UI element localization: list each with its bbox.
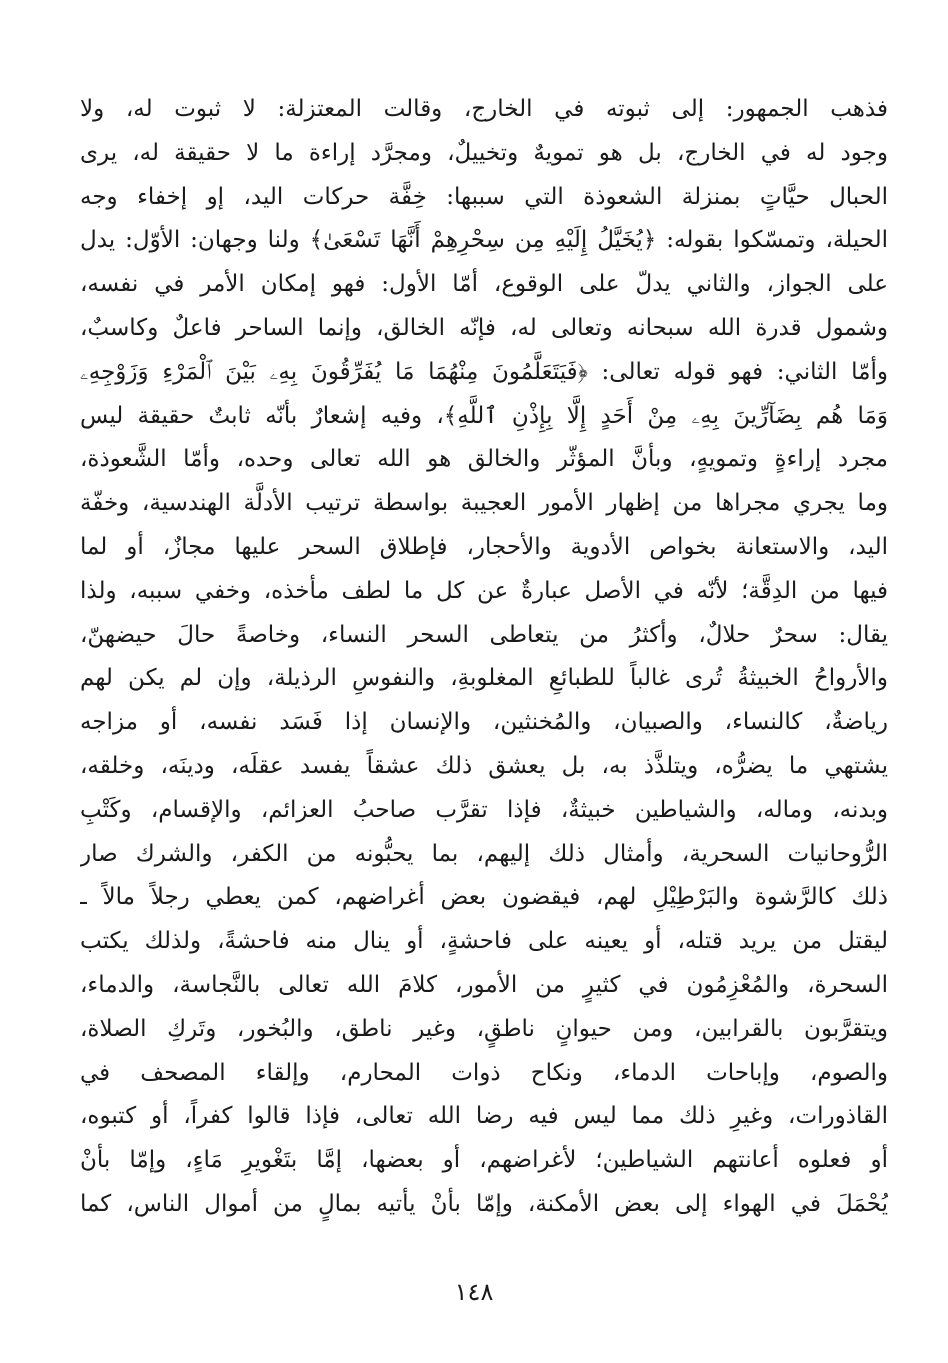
text-line: والأرواحُ الخبيثةُ تُرى غالباً للطبائعِ المغلوبةِ، والنفوسِ الرذيلة، وإن لم يكن لهم	[80, 665, 888, 692]
text-line: مجرد إراءةٍ وتمويهٍ، وبأنَّ المؤثّر والخالق هو الله تعالى وحده، وأمّا الشَّعوذة،	[80, 446, 888, 473]
text-line: رياضةٌ، كالنساء، والصبيان، والمُخنثين، والإنسان إذا فَسَد نفسه، أو مزاجه	[80, 709, 888, 736]
text-line: وجود له في الخارج، بل هو تمويهٌ وتخييلٌ، ومجرَّد إراءة ما لا حقيقة له، يرى	[80, 139, 888, 166]
text-line: والصوم، وإباحات الدماء، ونكاح ذوات المحارم، وإلقاء المصحف في	[80, 1059, 888, 1086]
text-line: وَمَا هُم بِضَآرِّينَ بِهِۦ مِنْ أَحَدٍ إِلَّا بِإِذْنِ ٱللَّهِ﴾، وفيه إشعارٌ بأنّه ثابتٌ حقيقة ليس	[80, 402, 888, 429]
text-line: أو فعلوه أعانتهم الشياطين؛ لأغراضهم، أو بعضها، إمَّا بتَغْويرِ مَاءٍ، وإمّا بأنْ	[80, 1147, 888, 1174]
text-line: ذلك كالرَّشوة والبَرْطِيْلِ لهم، فيقضون بعض أغراضهم، كمن يعطي رجلاً مالاً ـ	[80, 884, 888, 911]
text-line: يُحْمَلَ في الهواء إلى بعض الأمكنة، وإمّا بأنْ يأتيه بمالٍ من أموال الناس، كما	[80, 1190, 888, 1217]
text-line: فيها من الدِقَّة؛ لأنّه في الأصل عبارةٌ عن كل ما لطف مأخذه، وخفي سببه، ولذا	[80, 577, 888, 604]
text-line: ويتقرَّبون بالقرابين، ومن حيوانٍ ناطقٍ، وغير ناطق، والبُخور، وتَركِ الصلاة،	[80, 1015, 888, 1042]
text-line: على الجواز، والثاني يدلّ على الوقوع، أمّا الأول: فهو إمكان الأمر في نفسه،	[80, 271, 888, 298]
text-line: ليقتل من يريد قتله، أو يعينه على فاحشةٍ، أو ينال منه فاحشةً، ولذلك يكتب	[80, 928, 888, 955]
text-line: القاذورات، وغيرِ ذلك مما ليس فيه رضا الله تعالى، فإذا قالوا كفراً، أو كتبوه،	[80, 1103, 888, 1130]
text-line: السحرة، والمُعْزِمُون في كثيرٍ من الأمور، كلامَ الله تعالى بالنَّجاسة، والدماء،	[80, 971, 888, 998]
text-line: الرُّوحانيات السحرية، وأمثال ذلك إليهم، بما يحبُّونه من الكفر، والشرك صار	[80, 840, 888, 867]
text-line: فذهب الجمهور: إلى ثبوته في الخارج، وقالت المعتزلة: لا ثبوت له، ولا	[80, 96, 888, 122]
text-line: اليد، والاستعانة بخواص الأدوية والأحجار، فإطلاق السحر عليها مجازٌ، أو لما	[80, 533, 888, 560]
text-line: يشتهي ما يضرُّه، ويتلذَّذ به، بل يعشق ذلك عشقاً يفسد عقلَه، ودينَه، وخلقه،	[80, 752, 888, 779]
text-line: وما يجري مجراها من إظهار الأمور العجيبة بواسطة ترتيب الأدلَّة الهندسية، وخفّة	[80, 490, 888, 517]
body-text	[80, 88, 888, 1227]
page-number: ١٤٨	[454, 1278, 494, 1306]
text-line: الحبال حيَّاتٍ بمنزلة الشعوذة التي سببها: خِفَّة حركات اليد، إو إخفاء وجه	[80, 183, 888, 210]
text-line: يقال: سحرٌ حلالٌ، وأكثرُ من يتعاطى السحر النساء، وخاصةً حالَ حيضهنّ،	[80, 621, 888, 648]
text-line: وأمّا الثاني: فهو قوله تعالى: ﴿فَيَتَعَلَّمُونَ مِنْهُمَا مَا يُفَرِّقُونَ بِهِۦ بَيْنَ ٱلْمَرْءِ وَزَوْجِهِۦ	[80, 358, 888, 385]
text-line: وبدنه، وماله، والشياطين خبيثةٌ، فإذا تقرَّب صاحبُ العزائم، والإقسام، وكَتْبِ	[80, 796, 888, 823]
text-line: وشمول قدرة الله سبحانه وتعالى له، فإنّه الخالق، وإنما الساحر فاعلٌ وكاسبٌ،	[80, 314, 888, 341]
text-line: الحيلة، وتمسّكوا بقوله: ﴿يُخَيَّلُ إِلَيْهِ مِن سِحْرِهِمْ أَنَّهَا تَسْعَىٰ﴾ ولنا وجهان: الأوّل: يدل	[80, 227, 888, 254]
